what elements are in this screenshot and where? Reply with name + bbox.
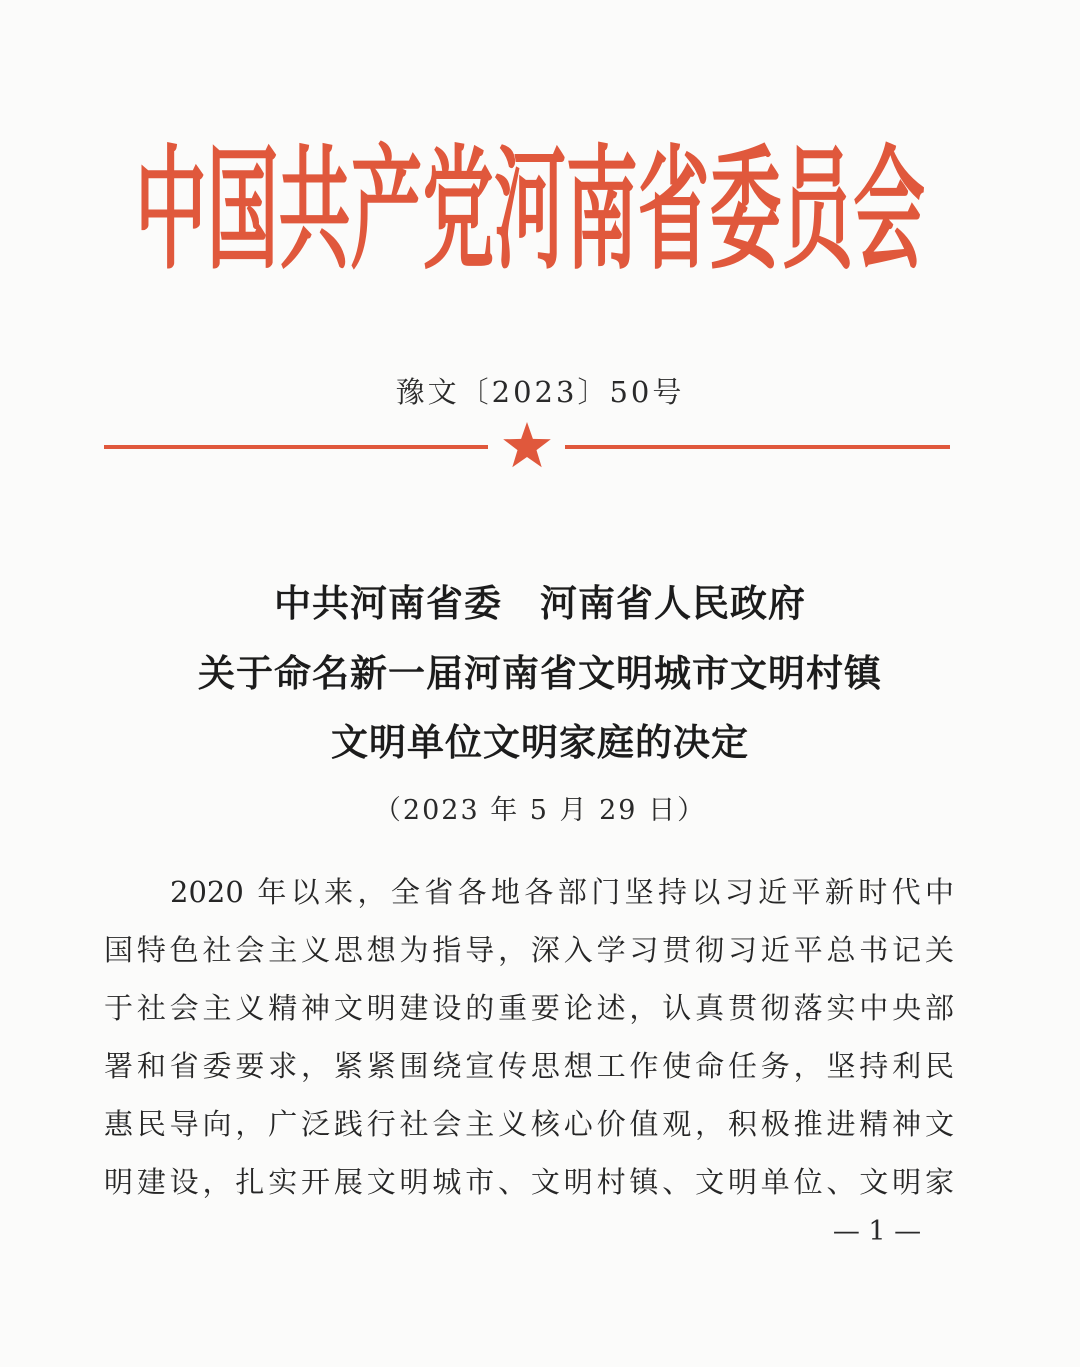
title-line-1: 中共河南省委 河南省人民政府 (274, 582, 806, 625)
body-line: 署和省委要求，紧紧围绕宣传思想工作使命任务，坚持利民 (104, 1049, 954, 1083)
divider-line-left (104, 445, 488, 449)
body-line: 于社会主义精神文明建设的重要论述，认真贯彻落实中央部 (104, 991, 954, 1025)
page-number: — 1 — (832, 1216, 922, 1247)
red-star-icon (502, 420, 552, 470)
title-line-3: 文明单位文明家庭的决定 (331, 721, 749, 764)
organization-header (60, 133, 1000, 295)
organization-name: 中国共产党河南省委员会 (134, 133, 926, 289)
body-line: 2020 年以来，全省各地各部门坚持以习近平新时代中 (170, 875, 954, 909)
body-line: 惠民导向，广泛践行社会主义核心价值观，积极推进精神文 (104, 1107, 954, 1141)
organization-header-text (60, 133, 1000, 295)
title-line-2: 关于命名新一届河南省文明城市文明村镇 (198, 652, 882, 695)
body-line: 明建设，扎实开展文明城市、文明村镇、文明单位、文明家 (104, 1165, 954, 1199)
document-date: （2023 年 5 月 29 日） (373, 795, 707, 826)
divider-line-right (565, 445, 950, 449)
body-line: 国特色社会主义思想为指导，深入学习贯彻习近平总书记关 (104, 933, 954, 967)
document-number: 豫文〔2023〕50号 (395, 375, 685, 409)
